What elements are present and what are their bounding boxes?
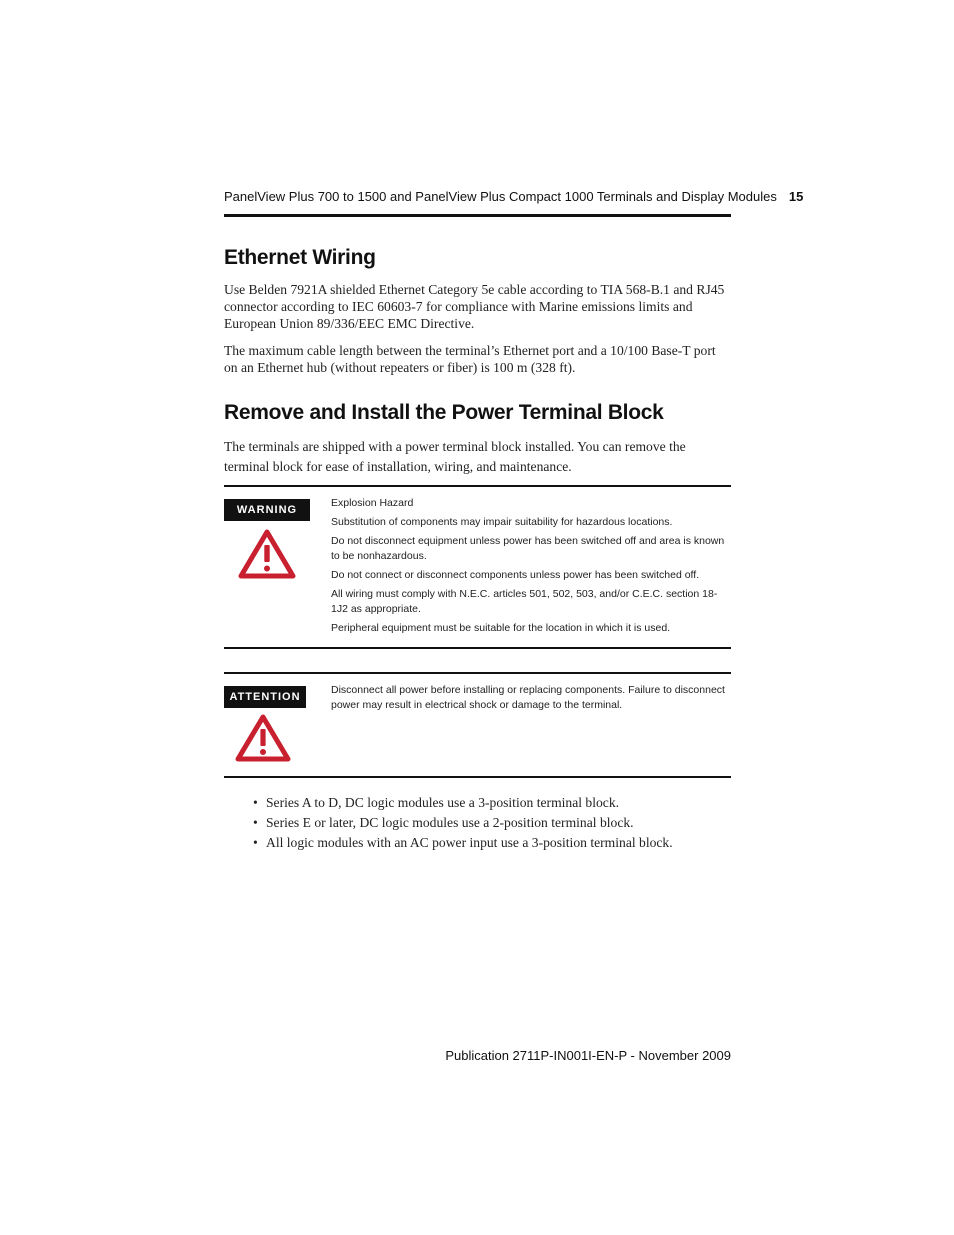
header-rule xyxy=(224,214,731,217)
list-item xyxy=(224,813,731,833)
list-item-text: All logic modules with an AC power input use a 3-position terminal block. xyxy=(266,835,673,850)
attention-line: Disconnect all power before installing or replacing components. Failure to disconnect power may result in electrical shock or damage to the terminal. xyxy=(331,684,725,711)
warning-line: Substitution of components may impair suitability for hazardous locations. xyxy=(331,516,673,528)
list-item xyxy=(224,793,731,813)
heading-terminal-block: Remove and Install the Power Terminal Block xyxy=(224,401,664,424)
warning-line: All wiring must comply with N.E.C. articles 501, 502, 503, and/or C.E.C. section 18-1J2 as appropriate. xyxy=(331,588,718,615)
attention-label: ATTENTION xyxy=(224,686,306,708)
terminal-block-paragraph: The terminals are shipped with a power terminal block installed. You can remove the terminal block for ease of installation, wiring, and maintenance. xyxy=(224,439,686,474)
footer-publication: Publication 2711P-IN001I-EN-P - November 2009 xyxy=(445,1048,731,1063)
list-item-text: Series A to D, DC logic modules use a 3-position terminal block. xyxy=(266,795,620,810)
warning-line: Do not connect or disconnect components unless power has been switched off. xyxy=(331,569,700,581)
bullet-icon: • xyxy=(253,815,258,830)
warning-label: WARNING xyxy=(224,499,310,521)
running-header xyxy=(224,189,804,211)
warning-line: Explosion Hazard xyxy=(331,497,414,509)
ethernet-paragraph-1: Use Belden 7921A shielded Ethernet Category 5e cable according to TIA 568-B.1 and RJ45 connector according to IEC 60603-7 for compliance with Marine emissions limits and European Union 89/336/EEC EMC Directive. xyxy=(224,282,725,331)
warning-triangle-icon xyxy=(238,529,296,579)
bullet-icon: • xyxy=(253,795,258,810)
warning-text xyxy=(331,496,731,640)
heading-ethernet-wiring: Ethernet Wiring xyxy=(224,246,376,269)
warning-notice xyxy=(224,485,731,649)
attention-notice xyxy=(224,672,731,778)
document-page xyxy=(224,0,804,1235)
list-item xyxy=(224,833,731,853)
warning-line: Peripheral equipment must be suitable for the location in which it is used. xyxy=(331,622,671,634)
bullet-list xyxy=(224,793,731,853)
warning-line: Do not disconnect equipment unless power has been switched off and area is known to be nonhazardous. xyxy=(331,535,725,562)
running-header-title: PanelView Plus 700 to 1500 and PanelView Plus Compact 1000 Terminals and Display Modules xyxy=(224,189,777,204)
page-number: 15 xyxy=(788,189,804,204)
list-item-text: Series E or later, DC logic modules use a 2-position terminal block. xyxy=(266,815,634,830)
bullet-icon: • xyxy=(253,835,258,850)
attention-triangle-icon xyxy=(235,714,291,762)
ethernet-paragraph-2: The maximum cable length between the terminal’s Ethernet port and a 10/100 Base-T port on an Ethernet hub (without repeaters or fiber) is 100 m (328 ft). xyxy=(224,343,716,375)
attention-text xyxy=(331,683,731,717)
